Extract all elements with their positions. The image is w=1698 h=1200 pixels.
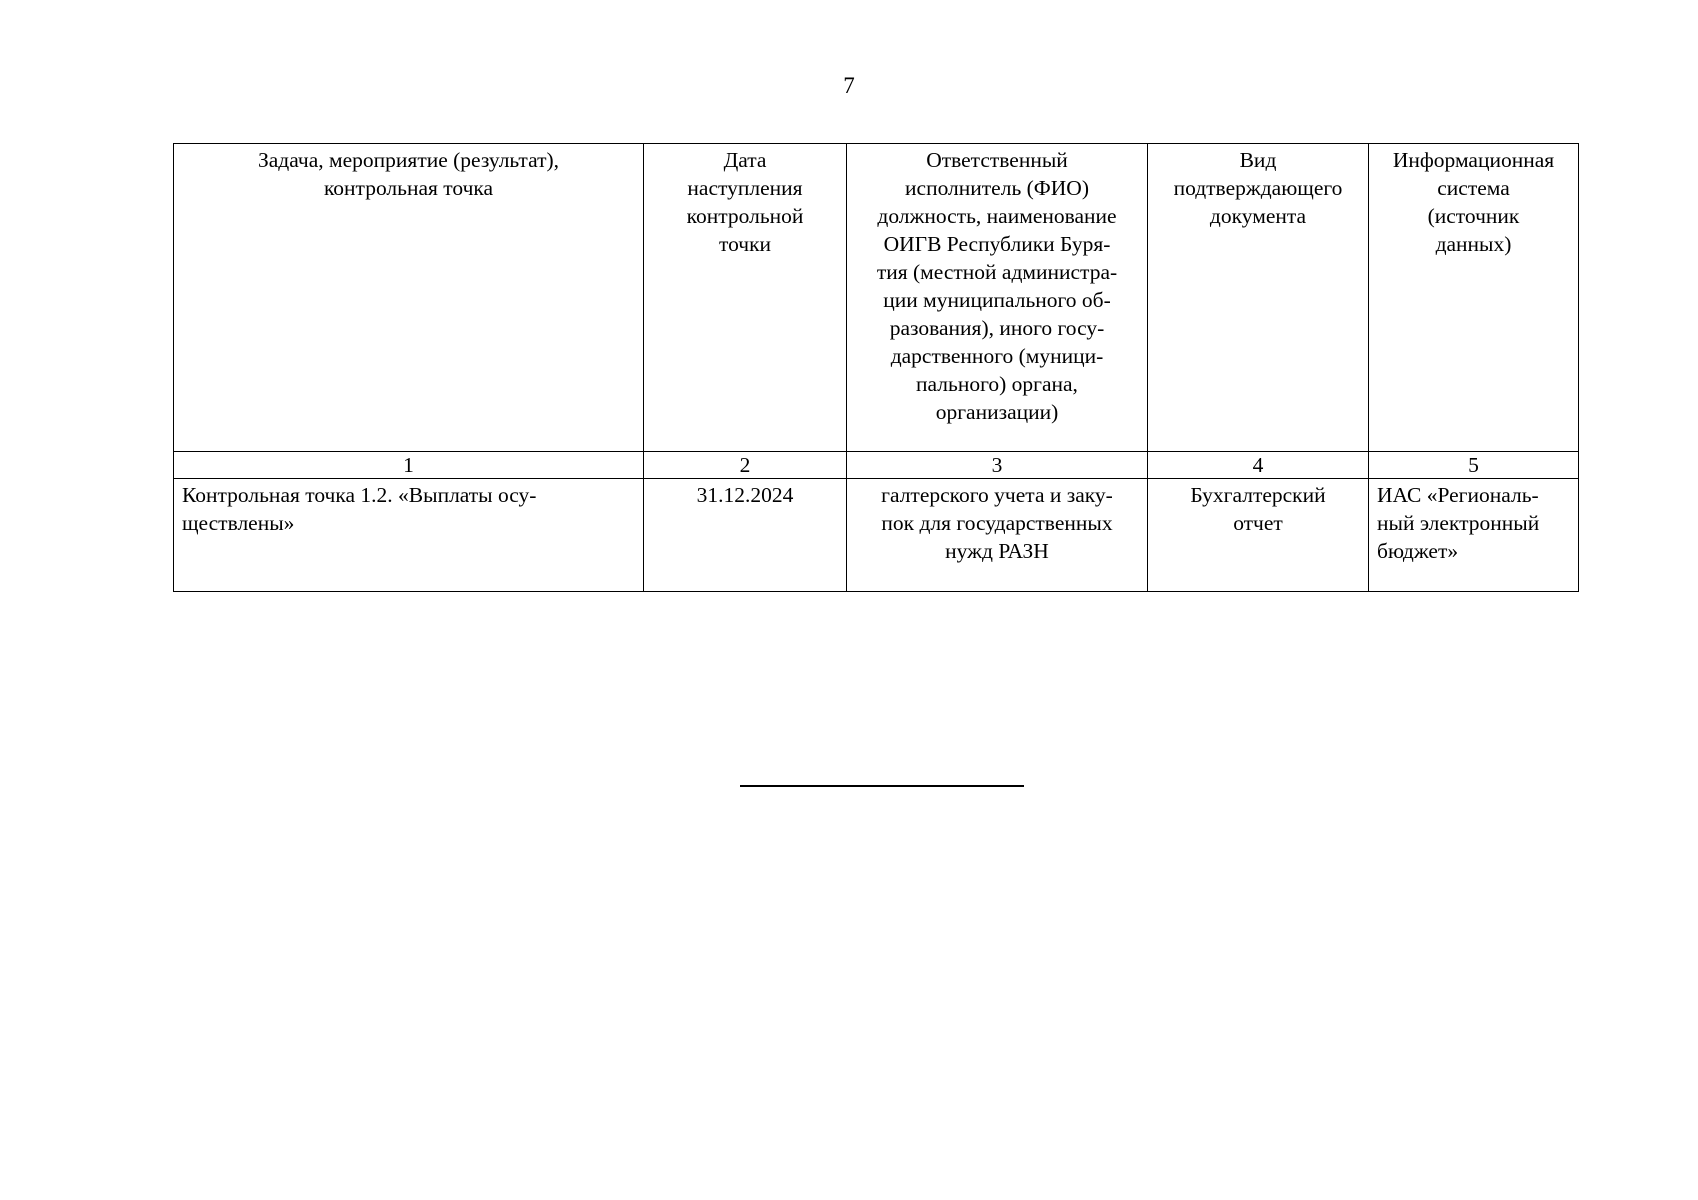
cell-line: ществлены» <box>182 511 295 535</box>
cell-line: Контрольная точка 1.2. «Выплаты осу- <box>182 483 537 507</box>
header-line: подтверждающего <box>1173 176 1343 200</box>
header-line: Информационная <box>1392 148 1555 172</box>
header-information-system <box>1369 144 1579 452</box>
table-row <box>174 479 1579 592</box>
cell-line: Бухгалтерский <box>1190 483 1326 507</box>
table-header <box>174 144 1579 452</box>
header-line: (источник <box>1427 204 1520 228</box>
column-number: 3 <box>847 452 1148 479</box>
header-line: точки <box>718 232 772 256</box>
cell-line: галтерского учета и заку- <box>881 483 1113 507</box>
header-line: данных) <box>1435 232 1512 256</box>
header-date <box>644 144 847 452</box>
control-points-table <box>173 143 1579 592</box>
cell-date <box>644 479 847 592</box>
header-line: должность, наименование <box>877 204 1117 228</box>
cell-task <box>174 479 644 592</box>
header-line: ОИГВ Республики Буря- <box>883 232 1111 256</box>
column-number: 2 <box>644 452 847 479</box>
cell-information-system <box>1369 479 1579 592</box>
header-line: тия (местной администра- <box>876 260 1118 284</box>
cell-line: отчет <box>1233 511 1283 535</box>
page-number: 7 <box>843 73 855 98</box>
header-row <box>174 144 1579 452</box>
header-line: Вид <box>1239 148 1277 172</box>
page-number-container <box>0 72 1698 100</box>
header-line: дарственного (муници- <box>890 344 1104 368</box>
cell-line: ИАС «Региональ- <box>1377 483 1539 507</box>
cell-responsible <box>847 479 1148 592</box>
header-line: система <box>1437 176 1510 200</box>
header-line: ции муниципального об- <box>883 288 1111 312</box>
header-document-type <box>1148 144 1369 452</box>
header-line: контрольной <box>686 204 804 228</box>
column-number: 1 <box>174 452 644 479</box>
footer-rule <box>740 785 1024 787</box>
cell-line: пок для государственных <box>881 511 1113 535</box>
column-number: 5 <box>1369 452 1579 479</box>
table-body <box>174 452 1579 592</box>
cell-line: нужд РАЗН <box>945 539 1049 563</box>
header-line: организации) <box>935 400 1059 424</box>
header-responsible <box>847 144 1148 452</box>
header-task <box>174 144 644 452</box>
header-line: разования), иного госу- <box>889 316 1105 340</box>
cell-line: бюджет» <box>1377 539 1459 563</box>
header-line: исполнитель (ФИО) <box>905 176 1089 200</box>
column-number: 4 <box>1148 452 1369 479</box>
header-line: Ответственный <box>926 148 1068 172</box>
header-line: Дата <box>723 148 767 172</box>
cell-document-type <box>1148 479 1369 592</box>
cell-line: 31.12.2024 <box>696 483 794 507</box>
header-line: документа <box>1209 204 1307 228</box>
header-line: наступления <box>687 176 803 200</box>
column-number-row <box>174 452 1579 479</box>
header-line: Задача, мероприятие (результат), <box>257 148 559 172</box>
cell-line: ный электронный <box>1377 511 1540 535</box>
header-line: контрольная точка <box>323 176 494 200</box>
header-line: пального) органа, <box>916 372 1078 396</box>
